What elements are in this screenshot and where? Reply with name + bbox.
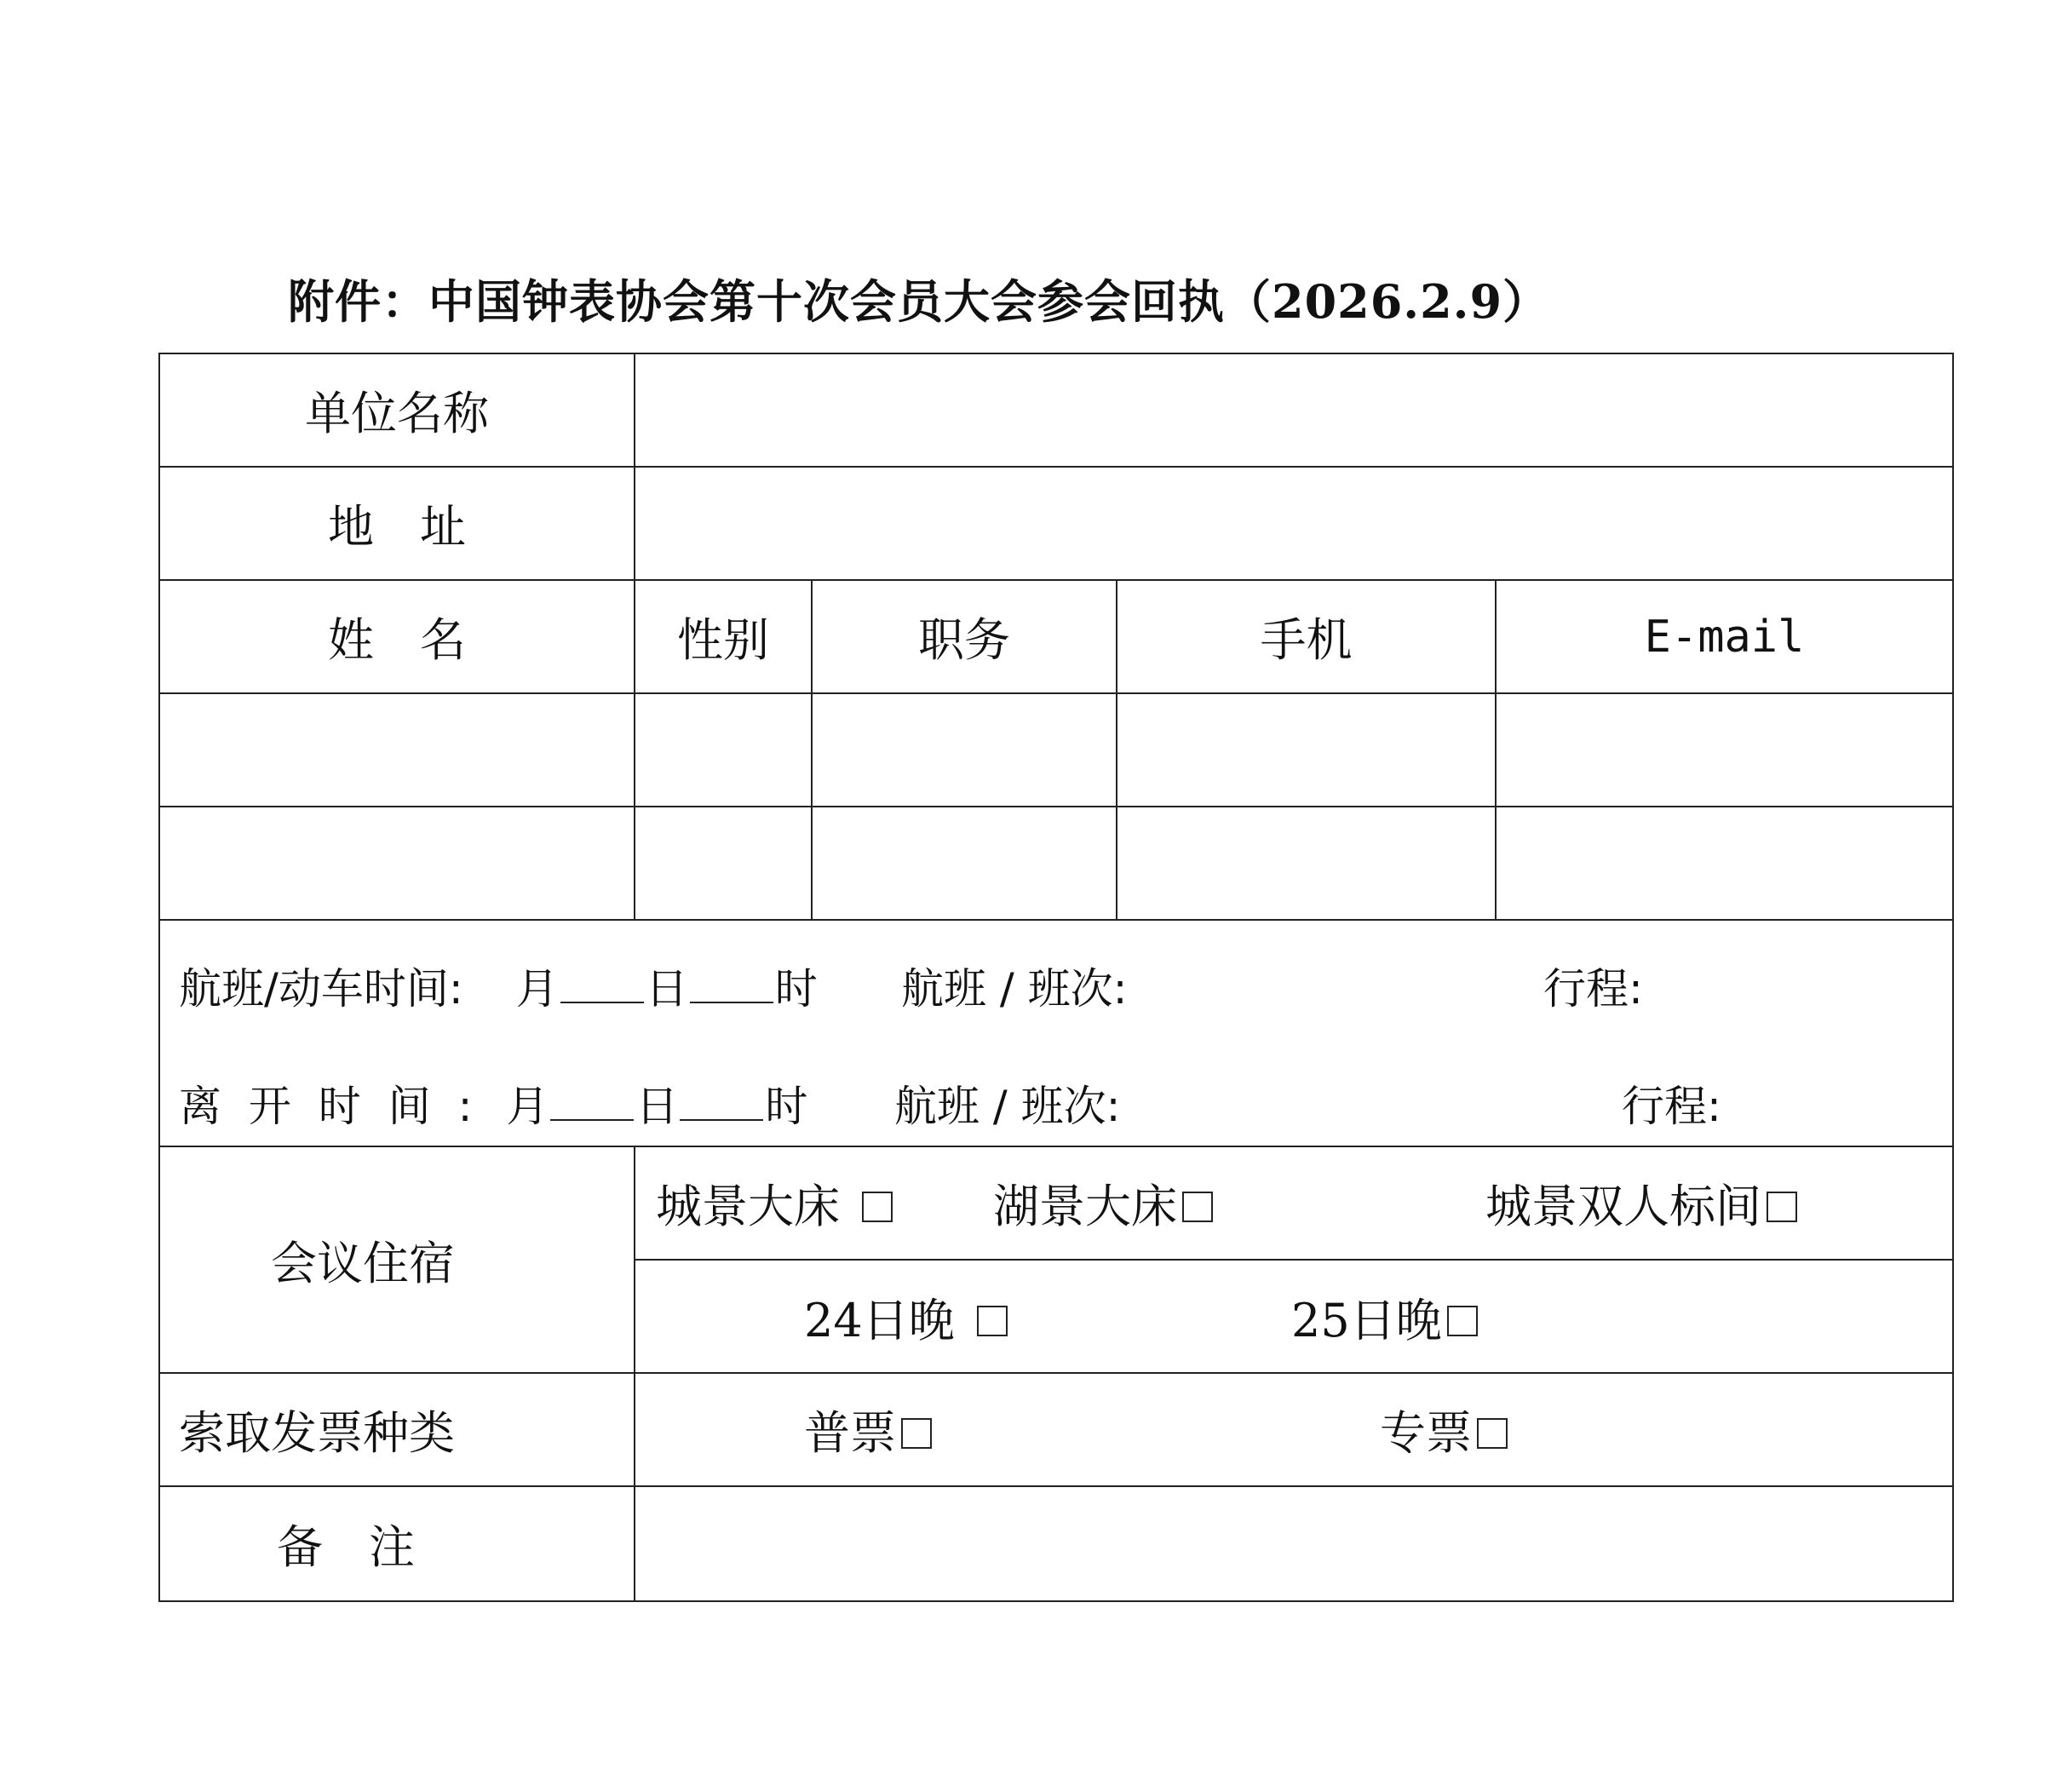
travel-row [160,921,1952,1147]
checkbox-icon[interactable] [901,1418,932,1449]
invoice-option-special[interactable]: 专票 [1380,1397,1508,1462]
checkbox-icon[interactable] [1447,1306,1478,1336]
accommodation-label: 会议住宿 [271,1236,455,1290]
contact-gender-field[interactable] [635,694,811,806]
contact-email-field[interactable] [1497,807,1952,919]
checkbox-icon[interactable] [1182,1192,1213,1222]
departure-hour-label: 时 [765,1082,808,1131]
position-header: 职务 [918,613,1010,667]
departure-month-label: 月 [506,1082,549,1131]
arrival-flight-label: 航班 / 班次: [901,964,1128,1014]
departure-label: 离 开 时 间 : [179,1082,480,1131]
gender-header: 性别 [677,613,769,667]
departure-day-label: 日 [635,1082,679,1131]
arrival-line [179,955,818,1016]
contact-row [160,694,1952,807]
address-field[interactable] [635,468,1952,579]
unit-name-row [160,354,1952,468]
arrival-month-label: 月 [515,964,559,1014]
mobile-header: 手机 [1260,613,1353,667]
remarks-field[interactable] [635,1487,1952,1600]
checkbox-icon[interactable] [1767,1192,1797,1222]
contact-mobile-field[interactable] [1117,807,1495,919]
invoice-option-general[interactable]: 普票 [804,1397,932,1462]
email-header: E-mail [1644,611,1805,663]
contact-name-field[interactable] [160,807,634,919]
address-row [160,468,1952,581]
unit-name-field[interactable] [635,354,1952,466]
checkbox-icon[interactable] [862,1192,893,1222]
name-header: 姓 名 [328,613,466,667]
contact-header-row [160,581,1952,694]
departure-line [179,1072,807,1134]
departure-flight-label: 航班 / 班次: [894,1082,1121,1131]
room-option-lake-king[interactable]: 湖景大床 [993,1170,1213,1236]
arrival-label: 航班/动车时间: [179,964,463,1014]
departure-hour-blank[interactable] [680,1085,763,1121]
invoice-label: 索取发票种类 [179,1406,455,1460]
accommodation-row [160,1147,1952,1374]
contact-email-field[interactable] [1497,694,1952,806]
invoice-options [635,1374,1952,1485]
address-label: 地 址 [328,500,466,554]
arrival-day-label: 日 [645,964,688,1014]
arrival-itinerary-label: 行程: [1543,964,1643,1014]
contact-position-field[interactable] [813,694,1116,806]
remarks-row [160,1487,1952,1600]
invoice-row [160,1374,1952,1487]
night-options [635,1261,1952,1374]
room-option-city-king[interactable]: 城景大床 [656,1170,893,1236]
contact-mobile-field[interactable] [1117,694,1495,806]
night-option-24[interactable]: 24日晚 [804,1284,1008,1350]
contact-row [160,807,1952,921]
arrival-day-blank[interactable] [560,968,644,1003]
contact-name-field[interactable] [160,694,634,806]
remarks-label: 备 注 [277,1520,415,1574]
room-options [635,1147,1952,1259]
checkbox-icon[interactable] [1477,1418,1508,1449]
checkbox-icon[interactable] [977,1306,1008,1336]
registration-form-table [158,353,1954,1602]
arrival-hour-blank[interactable] [690,968,773,1003]
unit-name-label: 单位名称 [305,387,489,440]
departure-itinerary-label: 行程: [1622,1082,1721,1131]
arrival-hour-label: 时 [774,964,818,1014]
contact-position-field[interactable] [813,807,1116,919]
night-option-25[interactable]: 25日晚 [1291,1284,1478,1350]
contact-gender-field[interactable] [635,807,811,919]
room-option-city-twin[interactable]: 城景双人标间 [1485,1170,1797,1236]
page-title: 附件：中国钟表协会第十次会员大会参会回执（2026.2.9） [288,274,1550,329]
departure-day-blank[interactable] [550,1085,634,1121]
